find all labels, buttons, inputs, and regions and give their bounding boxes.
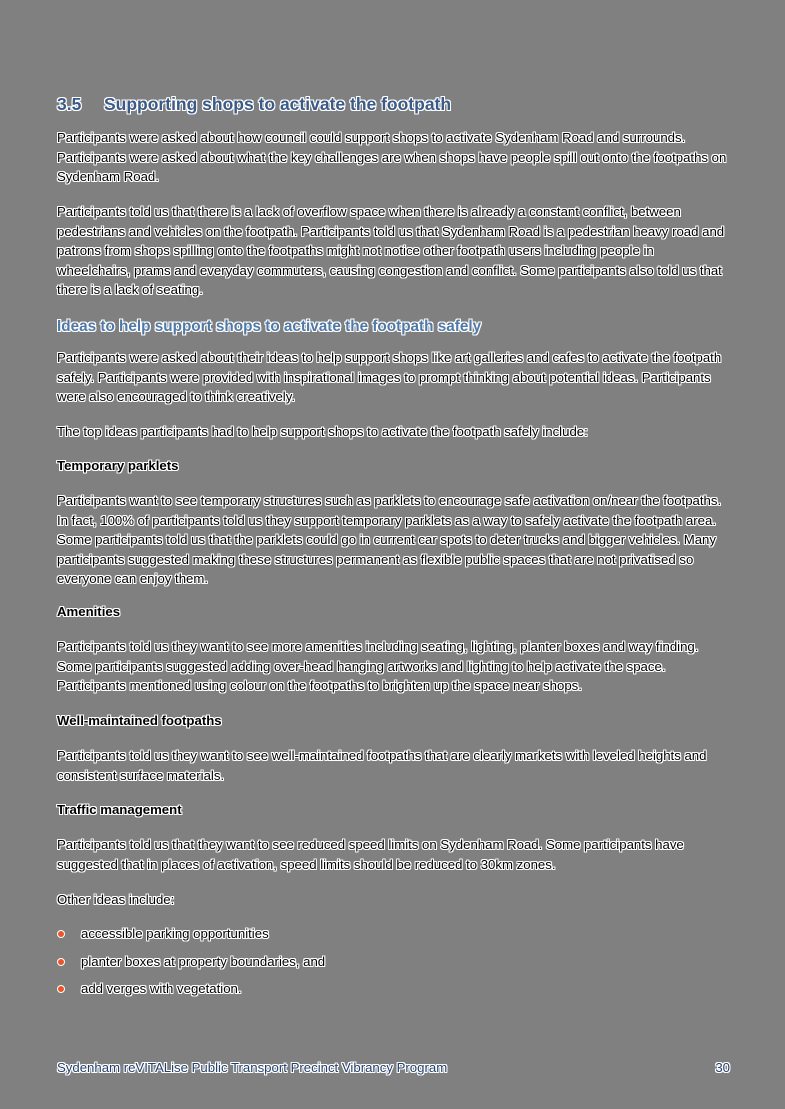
list-item (57, 952, 325, 980)
section-title: Supporting shops to activate the footpath (104, 94, 452, 114)
list-item (57, 924, 325, 952)
list-item-text: accessible parking opportunities (81, 926, 269, 941)
idea-text-traffic-management: Participants told us that they want to see reduced speed limits on Sydenham Road. Some participants have suggested that in places of activation, speed limits should be reduced to 30km zones. (57, 837, 684, 872)
page-number: 30 (715, 1060, 730, 1075)
intro-paragraph-1: Participants were asked about how council could support shops to activate Sydenham Road and surrounds. Participants were asked about what the key challenges are when shops have people spill out onto the footpaths on Sydenham Road. (57, 130, 727, 185)
bullet-icon (58, 959, 64, 965)
subsection-paragraph-1: Participants were asked about their ideas to help support shops like art galleries and cafes to activate the footpath safely. Participants were provided with inspirational images to prompt thinking about potential ideas. Participants were also encouraged to think creatively. (57, 350, 722, 405)
list-item-text: add verges with vegetation. (81, 981, 242, 996)
other-ideas-list (57, 924, 325, 1007)
idea-heading-amenities: Amenities (57, 604, 121, 619)
section-heading (57, 94, 451, 115)
subsection-heading: Ideas to help support shops to activate the footpath safely (57, 318, 482, 335)
idea-text-temporary-parklets: Participants want to see temporary structures such as parklets to encourage safe activation on/near the footpaths. In fact, 100% of participants told us they support temporary parklets as a way to safely activate the footpath area. Some participants told us that the parklets could go in current car spots to deter trucks and bigger vehicles. Many participants suggested making these structures permanent as flexible public spaces that are not privatised so everyone can enjoy them. (57, 493, 722, 587)
other-ideas-intro: Other ideas include: (57, 892, 175, 907)
footer-title: Sydenham reVITALise Public Transport Precinct Vibrancy Program (57, 1060, 448, 1075)
bullet-icon (58, 931, 64, 937)
subsection-paragraph-2: The top ideas participants had to help support shops to activate the footpath safely include: (57, 424, 588, 439)
list-item (57, 979, 325, 1007)
idea-text-amenities: Participants told us they want to see more amenities including seating, lighting, planter boxes and way finding. Some participants suggested adding over-head hanging artworks and lighting to help activate the space. Participants mentioned using colour on the footpaths to brighten up the space near shops. (57, 639, 699, 694)
bullet-icon (58, 986, 64, 992)
idea-heading-temporary-parklets: Temporary parklets (57, 458, 179, 473)
idea-heading-well-maintained-footpaths: Well-maintained footpaths (57, 713, 222, 728)
idea-text-well-maintained-footpaths: Participants told us they want to see well-maintained footpaths that are clearly markets with leveled heights and consistent surface materials. (57, 748, 707, 783)
intro-paragraph-2: Participants told us that there is a lack of overflow space when there is already a constant conflict, between pedestrians and vehicles on the footpath. Participants told us that Sydenham Road is a pedestrian heavy road and patrons from shops spilling onto the footpaths might not notice other footpath users including people in wheelchairs, prams and everyday commuters, causing congestion and conflict. Some participants also told us that there is a lack of seating. (57, 204, 725, 298)
list-item-text: planter boxes at property boundaries, and (81, 953, 326, 969)
idea-heading-traffic-management: Traffic management (57, 802, 182, 817)
section-number: 3.5 (57, 94, 82, 114)
